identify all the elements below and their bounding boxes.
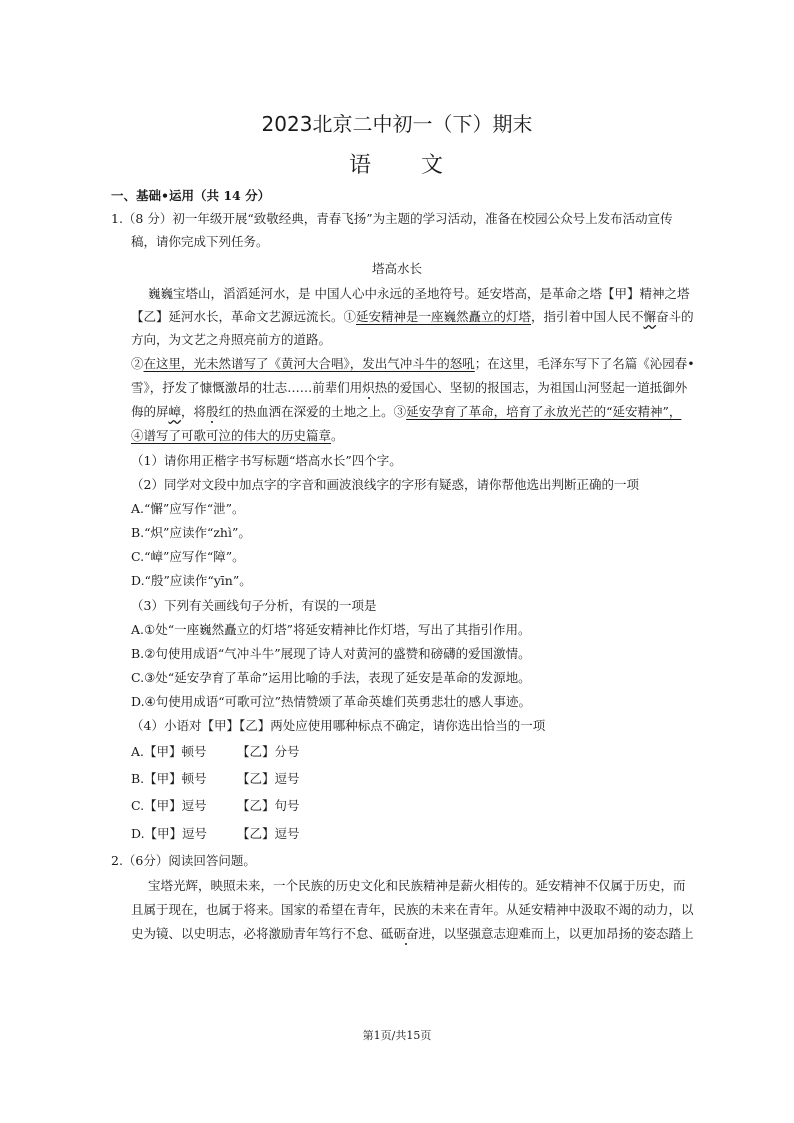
underlined-sentence-3: 延安孕育了革命，培育了永放光芒的“延安精神”， <box>406 404 682 419</box>
passage-line <box>131 427 344 445</box>
option-b: B.②句使用成语“气冲斗牛”展现了诗人对黄河的盛赞和磅礴的爱国激情。 <box>131 646 531 661</box>
wavy-char-zhang: 嶂 <box>168 404 182 419</box>
sub-question-1: （1）请你用正楷字书写标题“塔高水长”四个字。 <box>131 453 402 468</box>
option-d: D.“殷”应读作“yīn”。 <box>131 573 252 588</box>
q2-passage-line: 且属于现在，也属于将来。国家的希望在青年，民族的未来在青年。从延安精神中汲取不竭的动力，以 <box>131 902 694 917</box>
passage-line <box>131 403 681 421</box>
q1-stem: 1.（8 分）初一年级开展“致敬经典，青春飞扬”为主题的学习活动，准备在校园公众号上发布活动宣传 <box>111 211 673 226</box>
option-left: C.【甲】逗号 <box>131 798 207 813</box>
option-right: 【乙】分号 <box>237 744 300 759</box>
passage-line <box>131 355 695 373</box>
q2-passage-line <box>131 925 694 943</box>
option-c: C.“嶂”应写作“障”。 <box>131 549 245 564</box>
passage-line <box>131 379 687 397</box>
q2-passage-line: 宝塔光辉，映照未来，一个民族的历史文化和民族精神是薪火相传的。延安精神不仅属于历史，而 <box>148 878 686 893</box>
page-footer: 第1页/共15页 <box>362 1029 432 1042</box>
text-run: ，指引着中国人民不 <box>531 309 644 324</box>
text-run: 红的热血洒在深爱的土地之上。③ <box>218 404 407 419</box>
q2-stem: 2.（6分）阅读回答问题。 <box>111 853 256 868</box>
text-run: 热的爱国心、坚韧的报国志，为祖国山河竖起一道抵御外 <box>374 380 688 395</box>
passage-line <box>131 308 694 326</box>
section-heading: 一、基础•运用（共 14 分） <box>111 188 271 203</box>
option-right: 【乙】句号 <box>237 798 300 813</box>
text-run: 奋斗的 <box>656 309 694 324</box>
punct-option-b <box>131 770 300 788</box>
text-run: 【乙】延河水长，革命文艺源远流长。① <box>131 309 357 324</box>
passage-title: 塔高水长 <box>371 261 422 276</box>
option-a: A.“懈”应写作“泄”。 <box>131 501 245 516</box>
dotted-char-chi: 炽 <box>362 380 375 395</box>
option-right: 【乙】逗号 <box>237 771 300 786</box>
text-run: ，以坚强意志迎难而上，以更加昂扬的姿态踏上 <box>431 926 694 941</box>
option-left: D.【甲】逗号 <box>131 826 208 841</box>
option-a: A.①处“一座巍然矗立的灯塔”将延安精神比作灯塔，写出了其指引作用。 <box>131 622 531 637</box>
subject-title: 语 文 <box>348 153 445 178</box>
passage-line: 巍巍宝塔山，滔滔延河水，是 中国人心中永远的圣地符号。延安塔高，是革命之塔【甲】精神之塔 <box>148 286 690 301</box>
sub-question-2: （2）同学对文段中加点字的字音和画波浪线字的字形有疑惑，请你帮他选出判断正确的一项 <box>131 477 639 492</box>
underlined-sentence-1: 延安精神是一座巍然矗立的灯塔 <box>356 309 532 324</box>
text-run: ；在这里，毛泽东写下了名篇《沁园春• <box>474 356 695 371</box>
text-run: 雪》，抒发了慷慨激昂的壮志……前辈们用 <box>131 380 363 395</box>
text-run: 。 <box>331 428 344 443</box>
option-right: 【乙】逗号 <box>237 826 300 841</box>
wavy-char-xie: 懈 <box>643 309 657 324</box>
text-run: ，将 <box>181 404 207 419</box>
passage-line: 方向，为文艺之舟照亮前方的道路。 <box>131 332 332 347</box>
option-c: C.③处“延安孕育了革命”运用比喻的手法，表现了延安是革命的发源地。 <box>131 670 531 685</box>
underlined-sentence-4: ④谱写了可歌可泣的伟大的历史篇章 <box>131 428 332 443</box>
sub-question-4: （4）小语对【甲】【乙】两处应使用哪种标点不确定，请你选出恰当的一项 <box>131 718 546 733</box>
text-run: ② <box>131 356 144 371</box>
q1-stem-cont: 稿，请你完成下列任务。 <box>131 234 269 249</box>
punct-option-c <box>131 797 300 815</box>
sub-question-3: （3）下列有关画线句子分析，有误的一项是 <box>131 598 377 613</box>
underlined-sentence-2: 在这里，光未然谱写了《黄河大合唱》，发出气冲斗牛的怒吼 <box>143 356 475 371</box>
exam-title: 2023北京二中初一（下）期末 <box>261 112 533 136</box>
option-d: D.④句使用成语“可歌可泣”热情赞颂了革命英雄们英勇悲壮的感人事迹。 <box>131 694 532 709</box>
option-left: A.【甲】顿号 <box>131 744 207 759</box>
dotted-char-yan: 殷 <box>206 404 219 419</box>
punct-option-a <box>131 743 300 761</box>
text-run: 侮的屏 <box>131 404 169 419</box>
punct-option-d <box>131 825 300 843</box>
dotted-phrase: 砥砺奋进 <box>381 926 432 941</box>
option-left: B.【甲】顿号 <box>131 771 207 786</box>
option-b: B.“炽”应读作“zhì”。 <box>131 525 251 540</box>
text-run: 史为镜、以史明志，必将激励青年笃行不怠、 <box>131 926 382 941</box>
